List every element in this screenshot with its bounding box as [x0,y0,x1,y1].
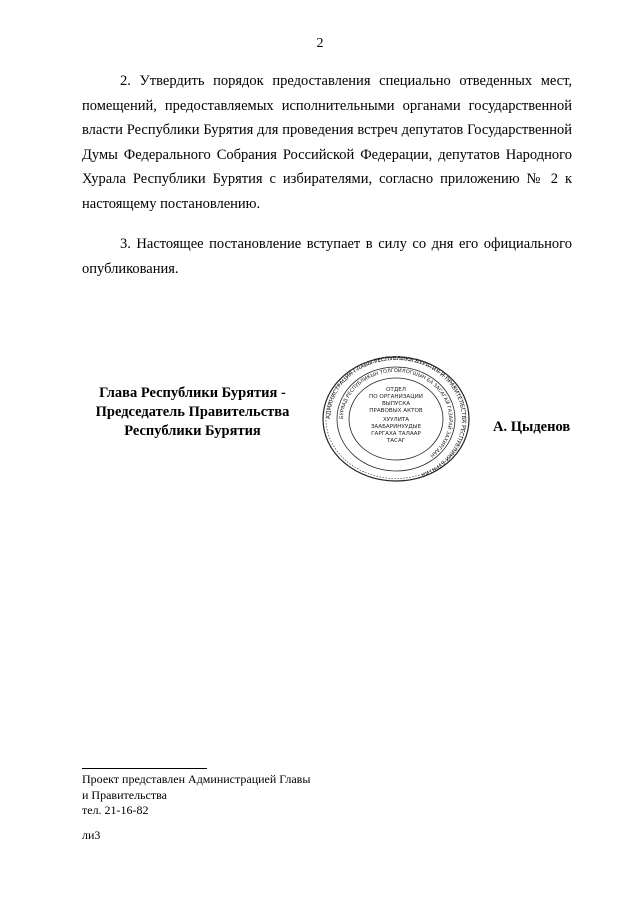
seal-center-line-8: ТАСАГ [386,438,406,444]
page-number: 2 [316,36,324,51]
signer-name: А. Цыденов [493,419,571,435]
paragraph-2: 2. Утвердить порядок предоставления специально отведенных мест, помещений, предоставляемых исполнительными органами государственной власти Республики Бурятия для проведения встреч депутатов Государственной Думы Федерального Собрания Российской Федерации, депутатов Народного Хурала Республики Бурятия с избирателями, согласно приложению № 2 к настоящему постановлению. [82,73,572,212]
seal-center-line-4: ПРАВОВЫХ АКТОВ [369,408,423,414]
footer-divider [82,768,207,769]
footer-line-3: тел. 21-16-82 [82,803,149,817]
signer-title-line-3: Республики Бурятия [124,423,261,439]
footer-note [82,772,310,843]
signer-title-line-1: Глава Республики Бурятия - [99,385,286,401]
signer-title-line-2: Председатель Правительства [95,404,290,420]
footer-line-1: Проект представлен Администрацией Главы [82,772,311,786]
official-seal [322,356,470,482]
seal-center-line-3: ВЫПУСКА [381,401,411,407]
footer-code: ли3 [82,827,101,842]
seal-center-line-2: ПО ОРГАНИЗАЦИИ [369,394,423,400]
seal-inner-text: БУРЯАД РЕСПУБЛИКЫН ТОЛГОЙЛОГШЫН БА ЗАСАГАЙ ГАЗАРАЙ ЗАХИРГААН [338,367,454,459]
seal-outer-text: АДМИНИСТРАЦИЯ ГЛАВЫ РЕСПУБЛИКИ БУРЯТИЯ И ПРАВИТЕЛЬСТВА РЕСПУБЛИКИ БУРЯТИЯ [325,356,467,478]
footer-line-2: и Правительства [82,787,167,802]
seal-center-line-7: ГАРГАХА ТАЛААР [371,431,421,437]
paragraph-3: 3. Настоящее постановление вступает в силу со дня его официального опубликования. [82,236,572,277]
seal-center-line-5: ХУУЛИТА [382,417,410,423]
signer-title [75,384,310,441]
seal-center-line-1: ОТДЕЛ [386,387,406,393]
seal-center-line-6: ЗААБАРИНУУДЫЕ [370,424,422,430]
